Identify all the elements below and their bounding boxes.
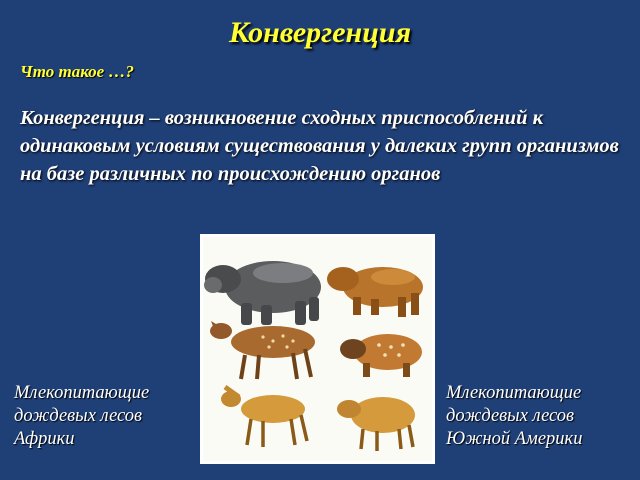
caption-africa-line-3: Африки bbox=[14, 429, 75, 449]
definition-text: Конвергенция – возникновение сходных приспособлений к одинаковым условиям существования у далеких групп организмов на базе различных по происхождению органов bbox=[20, 107, 619, 185]
duiker-drawing bbox=[221, 387, 307, 447]
caption-africa-line-1: Млекопитающие bbox=[14, 383, 150, 403]
animals-drawing bbox=[203, 237, 432, 461]
caption-south-america-line-3: Южной Америки bbox=[446, 429, 583, 449]
agouti-drawing bbox=[337, 397, 415, 451]
caption-africa-line-2: дождевых лесов bbox=[14, 406, 143, 426]
caption-south-america-line-2: дождевых лесов bbox=[446, 406, 575, 426]
capybara-drawing bbox=[327, 267, 423, 317]
pygmy-hippo-drawing bbox=[204, 261, 321, 325]
animals-illustration bbox=[200, 234, 435, 464]
chevrotain-drawing bbox=[210, 321, 315, 379]
caption-south-america bbox=[446, 382, 582, 451]
slide-title: Конвергенция bbox=[228, 16, 412, 49]
paca-drawing bbox=[340, 334, 422, 377]
caption-africa bbox=[14, 382, 149, 451]
caption-south-america-line-1: Млекопитающие bbox=[446, 383, 582, 403]
question-subtitle: Что такое …? bbox=[20, 62, 134, 81]
